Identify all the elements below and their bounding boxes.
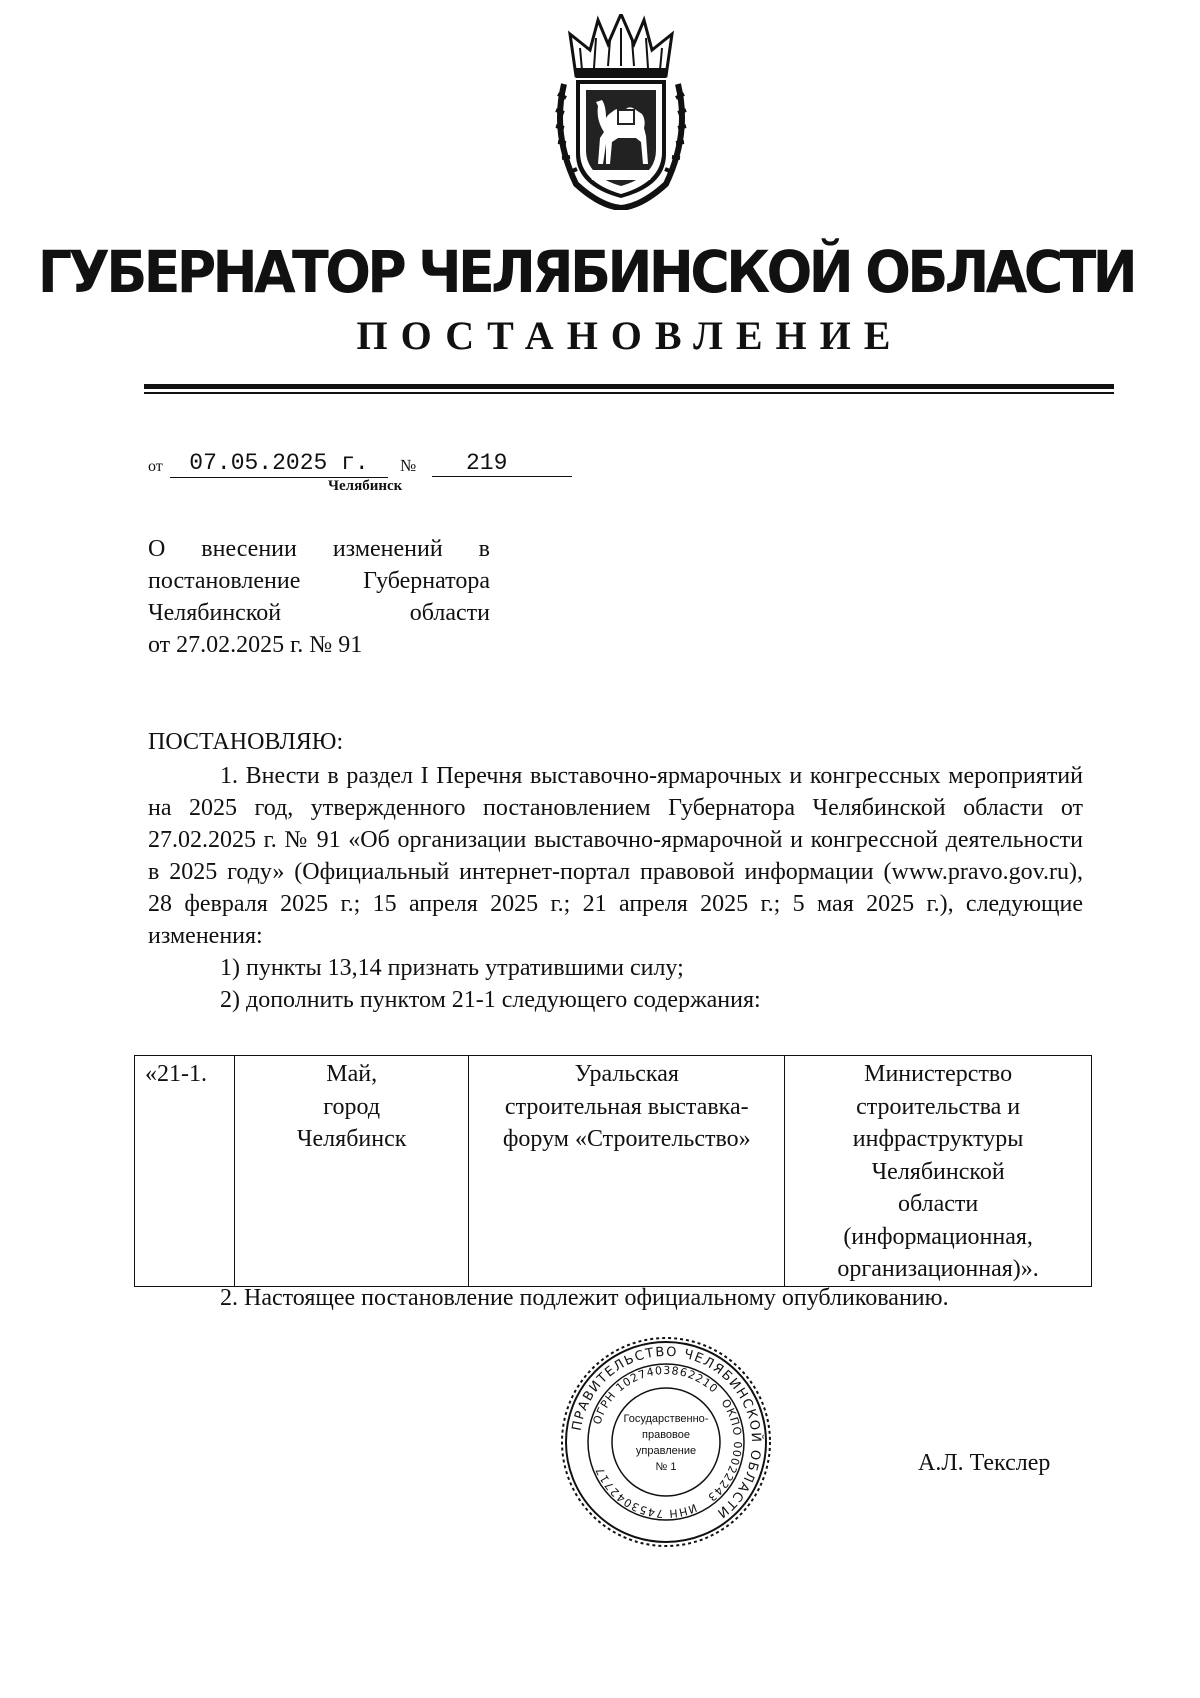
number-label: № [400, 456, 417, 475]
cell-text: строительная выставка- [504, 1093, 749, 1120]
document-type: ПОСТАНОВЛЕНИЕ [356, 313, 904, 358]
subject-line: постановление Губернатора [148, 568, 490, 594]
stamp-ogrn: ОГРН 1027403862210 [590, 1363, 721, 1427]
cell-text: Челябинской [871, 1158, 1005, 1185]
stamp-center-line: Государственно- [623, 1413, 709, 1425]
cell-text: области [898, 1191, 979, 1217]
cell-text: организационная)». [837, 1256, 1039, 1282]
stamp-inn: ИНН 7453042717 [593, 1464, 699, 1521]
cell-organizer [785, 1056, 1092, 1287]
official-seal-icon [560, 1336, 772, 1548]
document-date: 07.05.2025 г. [170, 450, 388, 478]
stamp-outer-text: ПРАВИТЕЛЬСТВО ЧЕЛЯБИНСКОЙ ОБЛАСТИ [569, 1344, 764, 1522]
cell-text: Министерство [864, 1061, 1013, 1087]
document-subject [148, 533, 490, 661]
stamp-okpo: ОКПО 00022243 [704, 1396, 745, 1505]
document-number: 219 [432, 450, 572, 477]
header-rule-thick [144, 384, 1114, 389]
cell-date-place [235, 1056, 469, 1287]
issue-city: Челябинск [328, 478, 403, 494]
cell-text: (информационная, [843, 1223, 1033, 1250]
subject-line: О внесении изменений в [148, 536, 490, 562]
issuing-authority: ГУБЕРНАТОР ЧЕЛЯБИНСКОЙ ОБЛАСТИ [37, 238, 1135, 306]
chelyabinsk-coat-of-arms-icon [546, 14, 696, 210]
paragraph-1: 1. Внести в раздел I Перечня выставочно-ярмарочных и конгрессных мероприятий на 2025 год, утвержденного постановлением Губернатора Челябинской области от 27.02.2025 г. № 91 «Об организации выставочно-ярмарочной и конгрессной деятельности в 2025 году» (Официальный интернет-портал правовой информации (www.pravo.gov.ru), 28 февраля 2025 г.; 15 апреля 2025 г.; 21 апреля 2025 г.; 5 мая 2025 г.), следующие изменения: [148, 763, 1083, 949]
cell-text: Май, [326, 1061, 378, 1087]
table-row [135, 1056, 1092, 1287]
stamp-center-line: управление [635, 1445, 697, 1457]
document-body [148, 760, 1083, 1016]
paragraph-2: 2. Настоящее постановление подлежит официальному опубликованию. [220, 1285, 949, 1311]
stamp-center-line: правовое [642, 1429, 690, 1441]
list-item: 1) пункты 13,14 признать утратившими силу; [220, 955, 684, 981]
resolve-heading: ПОСТАНОВЛЯЮ: [148, 729, 344, 755]
cell-text: город [323, 1093, 381, 1120]
subject-line: от 27.02.2025 г. № 91 [148, 632, 363, 658]
cell-event [469, 1056, 785, 1287]
signatory-name: А.Л. Текслер [918, 1450, 1051, 1476]
cell-text: строительства и [856, 1093, 1021, 1120]
stamp-center-line: № 1 [655, 1461, 677, 1473]
header-rule-thin [144, 392, 1114, 394]
subject-line: Челябинской области [148, 600, 490, 626]
cell-text: Челябинск [296, 1126, 407, 1152]
from-label: от [148, 458, 163, 475]
cell-text: форум «Строительство» [502, 1126, 751, 1152]
cell-text: инфраструктуры [852, 1126, 1024, 1152]
amendment-table [134, 1055, 1092, 1287]
list-item: 2) дополнить пунктом 21-1 следующего содержания: [220, 987, 761, 1013]
cell-text: Уральская [574, 1061, 679, 1087]
cell-item-number [135, 1056, 235, 1287]
cell-text: «21-1. [145, 1061, 207, 1087]
